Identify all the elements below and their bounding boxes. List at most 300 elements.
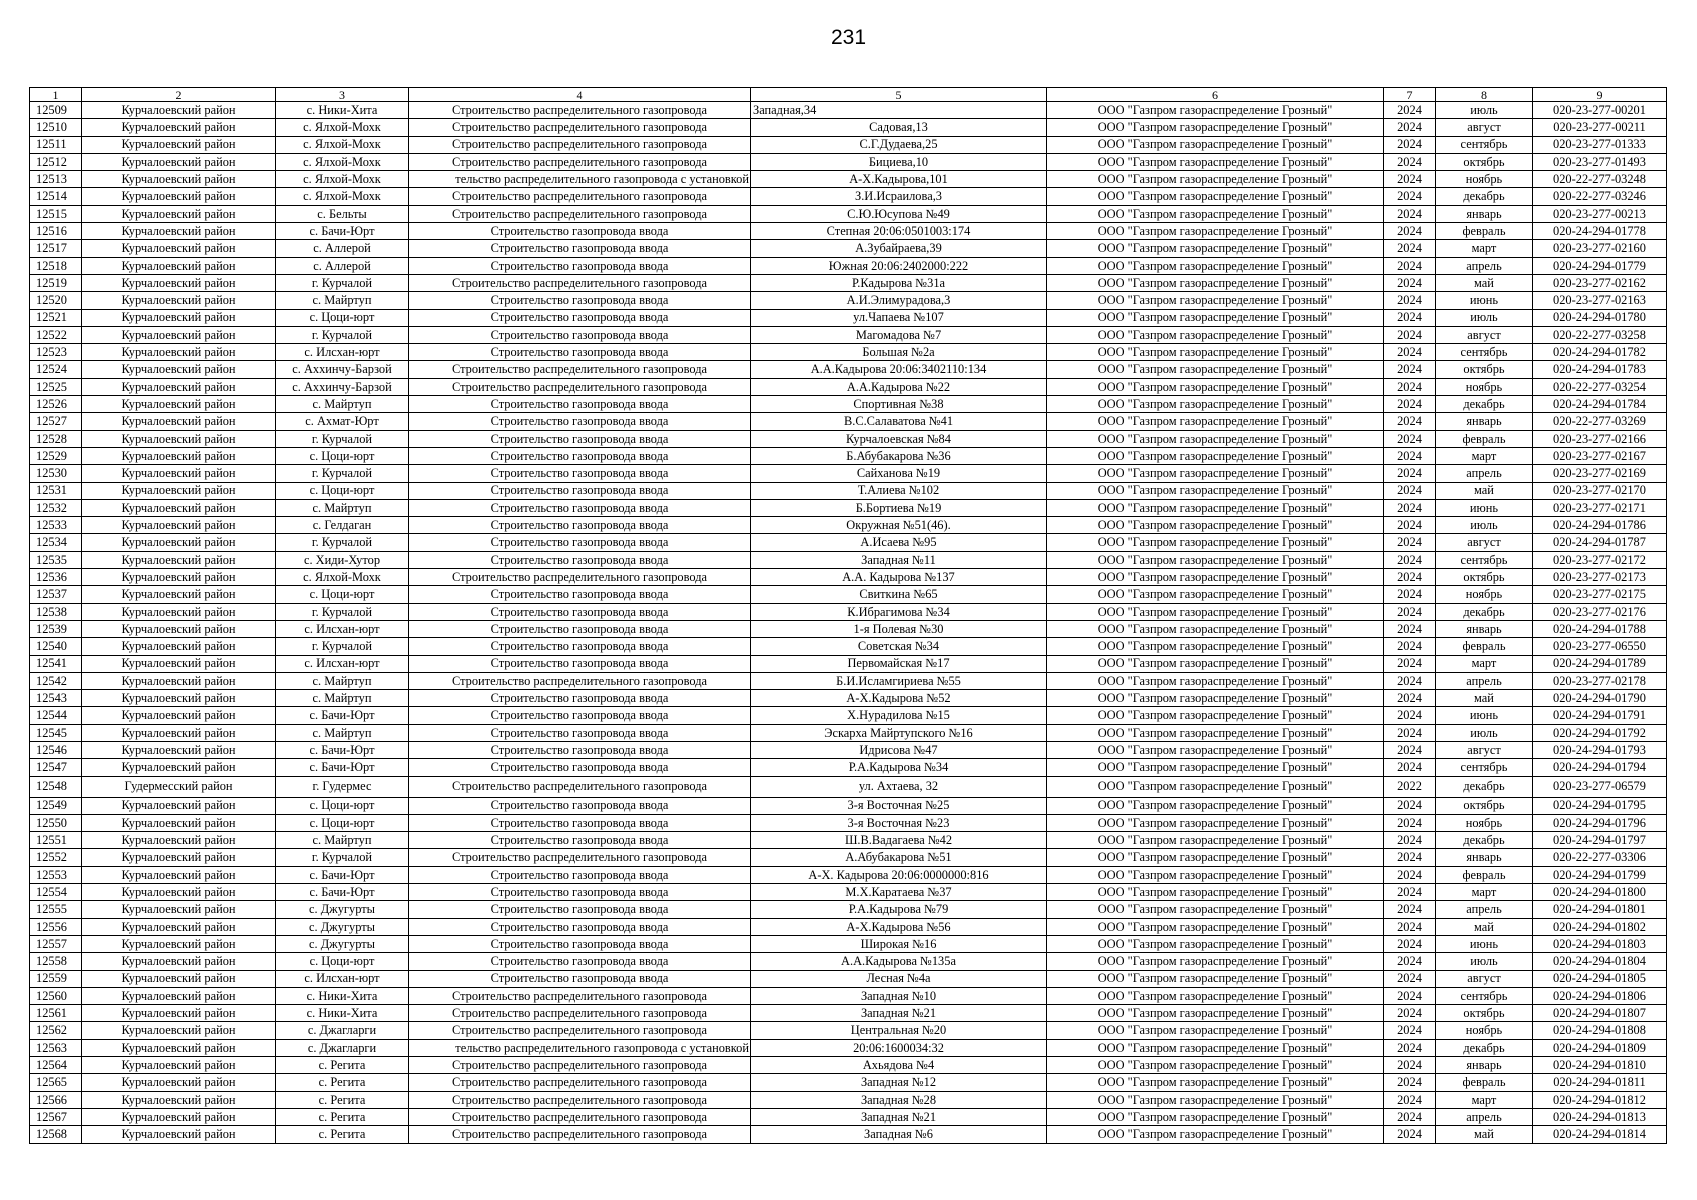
cell-month: июнь <box>1436 707 1533 724</box>
cell-registry-number: 020-22-277-03269 <box>1533 413 1667 430</box>
cell-row-number: 12544 <box>30 707 82 724</box>
cell-registry-number: 020-24-294-01778 <box>1533 223 1667 240</box>
cell-month: февраль <box>1436 1074 1533 1091</box>
cell-row-number: 12557 <box>30 935 82 952</box>
column-number: 3 <box>276 88 409 102</box>
table-row <box>30 1005 1667 1022</box>
cell-month: июль <box>1436 953 1533 970</box>
column-number: 7 <box>1384 88 1436 102</box>
table-row <box>30 970 1667 987</box>
cell-row-number: 12553 <box>30 866 82 883</box>
cell-registry-number: 020-24-294-01811 <box>1533 1074 1667 1091</box>
cell-settlement: с. Бачи-Юрт <box>276 884 409 901</box>
cell-month: июль <box>1436 309 1533 326</box>
cell-month: декабрь <box>1436 1039 1533 1056</box>
table-row <box>30 153 1667 170</box>
cell-work-type: Строительство газопровода ввода <box>409 240 751 257</box>
cell-work-type: Строительство газопровода ввода <box>409 690 751 707</box>
cell-registry-number: 020-24-294-01780 <box>1533 309 1667 326</box>
cell-month: март <box>1436 1091 1533 1108</box>
cell-work-type: Строительство газопровода ввода <box>409 901 751 918</box>
cell-year: 2024 <box>1384 970 1436 987</box>
column-number: 5 <box>751 88 1047 102</box>
cell-address: М.Х.Каратаева №37 <box>751 884 1047 901</box>
cell-work-type: Строительство газопровода ввода <box>409 326 751 343</box>
cell-month: сентябрь <box>1436 344 1533 361</box>
cell-month: октябрь <box>1436 1005 1533 1022</box>
cell-registry-number: 020-24-294-01802 <box>1533 918 1667 935</box>
cell-year: 2024 <box>1384 136 1436 153</box>
column-number: 8 <box>1436 88 1533 102</box>
cell-organization: ООО "Газпром газораспределение Грозный" <box>1047 569 1384 586</box>
cell-work-type: Строительство распределительного газопровода <box>409 569 751 586</box>
cell-row-number: 12519 <box>30 274 82 291</box>
table-row <box>30 901 1667 918</box>
cell-year: 2024 <box>1384 378 1436 395</box>
cell-registry-number: 020-23-277-02173 <box>1533 569 1667 586</box>
cell-row-number: 12559 <box>30 970 82 987</box>
cell-district: Курчалоевский район <box>82 430 276 447</box>
table-row <box>30 953 1667 970</box>
cell-month: декабрь <box>1436 396 1533 413</box>
cell-year: 2024 <box>1384 759 1436 776</box>
cell-address: В.С.Салаватова №41 <box>751 413 1047 430</box>
cell-organization: ООО "Газпром газораспределение Грозный" <box>1047 413 1384 430</box>
column-number: 1 <box>30 88 82 102</box>
cell-work-type: Строительство распределительного газопровода <box>409 1005 751 1022</box>
cell-year: 2024 <box>1384 672 1436 689</box>
cell-address: Б.Бортиева №19 <box>751 499 1047 516</box>
cell-organization: ООО "Газпром газораспределение Грозный" <box>1047 638 1384 655</box>
cell-address: ул.Чапаева №107 <box>751 309 1047 326</box>
cell-organization: ООО "Газпром газораспределение Грозный" <box>1047 171 1384 188</box>
cell-district: Курчалоевский район <box>82 987 276 1004</box>
cell-registry-number: 020-24-294-01803 <box>1533 935 1667 952</box>
table-row <box>30 638 1667 655</box>
cell-address: С.Г.Дудаева,25 <box>751 136 1047 153</box>
cell-year: 2024 <box>1384 707 1436 724</box>
cell-month: январь <box>1436 620 1533 637</box>
cell-address: А.Зубайраева,39 <box>751 240 1047 257</box>
cell-row-number: 12567 <box>30 1108 82 1125</box>
cell-district: Курчалоевский район <box>82 344 276 361</box>
cell-registry-number: 020-24-294-01792 <box>1533 724 1667 741</box>
cell-month: март <box>1436 240 1533 257</box>
cell-year: 2024 <box>1384 396 1436 413</box>
cell-organization: ООО "Газпром газораспределение Грозный" <box>1047 724 1384 741</box>
cell-work-type: Строительство газопровода ввода <box>409 655 751 672</box>
table-row <box>30 569 1667 586</box>
cell-organization: ООО "Газпром газораспределение Грозный" <box>1047 832 1384 849</box>
cell-registry-number: 020-24-294-01805 <box>1533 970 1667 987</box>
cell-work-type: Строительство газопровода ввода <box>409 551 751 568</box>
table-row <box>30 274 1667 291</box>
cell-month: апрель <box>1436 465 1533 482</box>
cell-settlement: с. Ники-Хита <box>276 987 409 1004</box>
cell-registry-number: 020-24-294-01793 <box>1533 741 1667 758</box>
cell-organization: ООО "Газпром газораспределение Грозный" <box>1047 1005 1384 1022</box>
cell-year: 2024 <box>1384 361 1436 378</box>
cell-year: 2024 <box>1384 171 1436 188</box>
table-row <box>30 918 1667 935</box>
table-row <box>30 741 1667 758</box>
cell-year: 2024 <box>1384 690 1436 707</box>
table-row <box>30 447 1667 464</box>
cell-year: 2024 <box>1384 901 1436 918</box>
table-row <box>30 832 1667 849</box>
cell-year: 2024 <box>1384 620 1436 637</box>
cell-district: Курчалоевский район <box>82 849 276 866</box>
cell-settlement: с. Джагларги <box>276 1039 409 1056</box>
cell-organization: ООО "Газпром газораспределение Грозный" <box>1047 970 1384 987</box>
cell-month: сентябрь <box>1436 987 1533 1004</box>
cell-work-type: Строительство газопровода ввода <box>409 499 751 516</box>
cell-address: Р.А.Кадырова №34 <box>751 759 1047 776</box>
cell-district: Курчалоевский район <box>82 1091 276 1108</box>
cell-month: декабрь <box>1436 832 1533 849</box>
cell-district: Курчалоевский район <box>82 586 276 603</box>
cell-work-type: Строительство распределительного газопровода <box>409 119 751 136</box>
cell-year: 2024 <box>1384 814 1436 831</box>
cell-settlement: с. Ники-Хита <box>276 102 409 119</box>
cell-address: 3-я Восточная №25 <box>751 797 1047 814</box>
cell-month: июль <box>1436 724 1533 741</box>
table-row <box>30 776 1667 797</box>
cell-settlement: с. Хиди-Хутор <box>276 551 409 568</box>
cell-settlement: г. Курчалой <box>276 274 409 291</box>
cell-organization: ООО "Газпром газораспределение Грозный" <box>1047 188 1384 205</box>
cell-settlement: с. Джугурты <box>276 935 409 952</box>
cell-work-type: Строительство газопровода ввода <box>409 447 751 464</box>
cell-row-number: 12549 <box>30 797 82 814</box>
cell-row-number: 12563 <box>30 1039 82 1056</box>
cell-district: Курчалоевский район <box>82 603 276 620</box>
cell-district: Курчалоевский район <box>82 1039 276 1056</box>
cell-row-number: 12517 <box>30 240 82 257</box>
cell-organization: ООО "Газпром газораспределение Грозный" <box>1047 257 1384 274</box>
cell-registry-number: 020-23-277-02171 <box>1533 499 1667 516</box>
cell-year: 2024 <box>1384 569 1436 586</box>
table-row <box>30 884 1667 901</box>
cell-row-number: 12516 <box>30 223 82 240</box>
cell-registry-number: 020-23-277-02162 <box>1533 274 1667 291</box>
cell-month: октябрь <box>1436 361 1533 378</box>
cell-district: Курчалоевский район <box>82 1022 276 1039</box>
cell-organization: ООО "Газпром газораспределение Грозный" <box>1047 240 1384 257</box>
cell-year: 2024 <box>1384 1126 1436 1143</box>
cell-row-number: 12513 <box>30 171 82 188</box>
cell-registry-number: 020-24-294-01807 <box>1533 1005 1667 1022</box>
cell-work-type: Строительство газопровода ввода <box>409 638 751 655</box>
cell-registry-number: 020-23-277-02175 <box>1533 586 1667 603</box>
cell-registry-number: 020-24-294-01813 <box>1533 1108 1667 1125</box>
cell-settlement: с. Цоци-юрт <box>276 814 409 831</box>
cell-registry-number: 020-23-277-02170 <box>1533 482 1667 499</box>
cell-month: март <box>1436 884 1533 901</box>
cell-address: Лесная №4а <box>751 970 1047 987</box>
cell-address: 20:06:1600034:32 <box>751 1039 1047 1056</box>
cell-organization: ООО "Газпром газораспределение Грозный" <box>1047 655 1384 672</box>
cell-work-type: Строительство газопровода ввода <box>409 223 751 240</box>
table-row <box>30 119 1667 136</box>
cell-year: 2024 <box>1384 655 1436 672</box>
cell-district: Курчалоевский район <box>82 102 276 119</box>
table-row <box>30 814 1667 831</box>
cell-organization: ООО "Газпром газораспределение Грозный" <box>1047 517 1384 534</box>
table-row <box>30 292 1667 309</box>
cell-organization: ООО "Газпром газораспределение Грозный" <box>1047 499 1384 516</box>
cell-address: С.Ю.Юсупова №49 <box>751 205 1047 222</box>
cell-work-type: Строительство распределительного газопровода <box>409 153 751 170</box>
cell-address: Западная №10 <box>751 987 1047 1004</box>
table-row <box>30 223 1667 240</box>
cell-registry-number: 020-23-277-02172 <box>1533 551 1667 568</box>
cell-district: Курчалоевский район <box>82 274 276 291</box>
cell-settlement: с. Цоци-юрт <box>276 953 409 970</box>
cell-year: 2024 <box>1384 1022 1436 1039</box>
cell-organization: ООО "Газпром газораспределение Грозный" <box>1047 102 1384 119</box>
cell-district: Курчалоевский район <box>82 814 276 831</box>
cell-settlement: с. Бачи-Юрт <box>276 223 409 240</box>
cell-row-number: 12528 <box>30 430 82 447</box>
cell-district: Курчалоевский район <box>82 759 276 776</box>
cell-month: ноябрь <box>1436 1022 1533 1039</box>
cell-district: Курчалоевский район <box>82 741 276 758</box>
table-row <box>30 849 1667 866</box>
cell-address: Р.А.Кадырова №79 <box>751 901 1047 918</box>
cell-row-number: 12556 <box>30 918 82 935</box>
cell-year: 2024 <box>1384 188 1436 205</box>
cell-year: 2024 <box>1384 603 1436 620</box>
cell-row-number: 12542 <box>30 672 82 689</box>
cell-district: Курчалоевский район <box>82 901 276 918</box>
cell-address: 3-я Восточная №23 <box>751 814 1047 831</box>
cell-registry-number: 020-22-277-03258 <box>1533 326 1667 343</box>
cell-settlement: с. Аххинчу-Барзой <box>276 378 409 395</box>
cell-year: 2024 <box>1384 832 1436 849</box>
table-row <box>30 171 1667 188</box>
cell-work-type: Строительство распределительного газопровода <box>409 102 751 119</box>
table-row <box>30 724 1667 741</box>
cell-work-type: тельство распределительного газопровода с установкой <box>409 171 751 188</box>
cell-address: Б.И.Исламгириева №55 <box>751 672 1047 689</box>
cell-organization: ООО "Газпром газораспределение Грозный" <box>1047 849 1384 866</box>
cell-work-type: Строительство газопровода ввода <box>409 292 751 309</box>
cell-registry-number: 020-24-294-01795 <box>1533 797 1667 814</box>
cell-year: 2024 <box>1384 309 1436 326</box>
cell-address: Свиткина №65 <box>751 586 1047 603</box>
table-row <box>30 430 1667 447</box>
table-row <box>30 655 1667 672</box>
cell-row-number: 12546 <box>30 741 82 758</box>
table-row <box>30 326 1667 343</box>
cell-organization: ООО "Газпром газораспределение Грозный" <box>1047 776 1384 797</box>
cell-organization: ООО "Газпром газораспределение Грозный" <box>1047 153 1384 170</box>
cell-settlement: г. Гудермес <box>276 776 409 797</box>
cell-district: Курчалоевский район <box>82 465 276 482</box>
cell-settlement: с. Майртуп <box>276 724 409 741</box>
cell-district: Курчалоевский район <box>82 638 276 655</box>
cell-address: Большая №2а <box>751 344 1047 361</box>
cell-address: Окружная №51(46). <box>751 517 1047 534</box>
cell-work-type: Строительство распределительного газопровода <box>409 1091 751 1108</box>
cell-district: Гудермесский район <box>82 776 276 797</box>
cell-row-number: 12509 <box>30 102 82 119</box>
cell-row-number: 12537 <box>30 586 82 603</box>
table-row <box>30 1108 1667 1125</box>
cell-organization: ООО "Газпром газораспределение Грозный" <box>1047 1074 1384 1091</box>
table-row <box>30 935 1667 952</box>
cell-month: август <box>1436 970 1533 987</box>
cell-organization: ООО "Газпром газораспределение Грозный" <box>1047 741 1384 758</box>
cell-row-number: 12538 <box>30 603 82 620</box>
cell-settlement: с. Илсхан-юрт <box>276 970 409 987</box>
cell-organization: ООО "Газпром газораспределение Грозный" <box>1047 430 1384 447</box>
cell-organization: ООО "Газпром газораспределение Грозный" <box>1047 707 1384 724</box>
cell-registry-number: 020-23-277-02163 <box>1533 292 1667 309</box>
cell-settlement: с. Цоци-юрт <box>276 586 409 603</box>
cell-row-number: 12558 <box>30 953 82 970</box>
cell-address: А.Исаева №95 <box>751 534 1047 551</box>
cell-address: Эскарха Майртупского №16 <box>751 724 1047 741</box>
column-number: 4 <box>409 88 751 102</box>
cell-address: А.А.Кадырова №135а <box>751 953 1047 970</box>
column-number: 2 <box>82 88 276 102</box>
cell-row-number: 12534 <box>30 534 82 551</box>
cell-district: Курчалоевский район <box>82 1005 276 1022</box>
cell-district: Курчалоевский район <box>82 797 276 814</box>
cell-settlement: с. Ялхой-Мохк <box>276 136 409 153</box>
cell-settlement: с. Бачи-Юрт <box>276 741 409 758</box>
cell-district: Курчалоевский район <box>82 499 276 516</box>
cell-settlement: с. Илсхан-юрт <box>276 655 409 672</box>
table-row <box>30 482 1667 499</box>
cell-work-type: Строительство газопровода ввода <box>409 413 751 430</box>
table-row <box>30 759 1667 776</box>
cell-month: ноябрь <box>1436 586 1533 603</box>
cell-district: Курчалоевский район <box>82 136 276 153</box>
cell-year: 2024 <box>1384 866 1436 883</box>
cell-registry-number: 020-23-277-02160 <box>1533 240 1667 257</box>
cell-district: Курчалоевский район <box>82 361 276 378</box>
cell-organization: ООО "Газпром газораспределение Грозный" <box>1047 672 1384 689</box>
cell-registry-number: 020-24-294-01814 <box>1533 1126 1667 1143</box>
cell-district: Курчалоевский район <box>82 413 276 430</box>
cell-address: Х.Нурадилова №15 <box>751 707 1047 724</box>
cell-address: З.И.Исраилова,3 <box>751 188 1047 205</box>
cell-row-number: 12565 <box>30 1074 82 1091</box>
cell-row-number: 12540 <box>30 638 82 655</box>
cell-work-type: Строительство газопровода ввода <box>409 935 751 952</box>
cell-row-number: 12525 <box>30 378 82 395</box>
cell-settlement: г. Курчалой <box>276 849 409 866</box>
cell-address: Южная 20:06:2402000:222 <box>751 257 1047 274</box>
cell-district: Курчалоевский район <box>82 482 276 499</box>
cell-work-type: Строительство распределительного газопровода <box>409 188 751 205</box>
cell-organization: ООО "Газпром газораспределение Грозный" <box>1047 205 1384 222</box>
cell-organization: ООО "Газпром газораспределение Грозный" <box>1047 1108 1384 1125</box>
cell-month: декабрь <box>1436 188 1533 205</box>
cell-organization: ООО "Газпром газораспределение Грозный" <box>1047 292 1384 309</box>
cell-address: Западная №12 <box>751 1074 1047 1091</box>
cell-work-type: Строительство распределительного газопровода <box>409 987 751 1004</box>
cell-district: Курчалоевский район <box>82 953 276 970</box>
cell-year: 2024 <box>1384 884 1436 901</box>
cell-settlement: с. Гелдаган <box>276 517 409 534</box>
cell-registry-number: 020-24-294-01784 <box>1533 396 1667 413</box>
cell-work-type: Строительство газопровода ввода <box>409 724 751 741</box>
cell-work-type: Строительство газопровода ввода <box>409 707 751 724</box>
cell-row-number: 12535 <box>30 551 82 568</box>
cell-work-type: Строительство распределительного газопровода <box>409 274 751 291</box>
cell-year: 2024 <box>1384 326 1436 343</box>
cell-work-type: Строительство газопровода ввода <box>409 517 751 534</box>
cell-settlement: с. Аллерой <box>276 257 409 274</box>
cell-work-type: Строительство газопровода ввода <box>409 534 751 551</box>
cell-settlement: г. Курчалой <box>276 603 409 620</box>
cell-month: январь <box>1436 1057 1533 1074</box>
cell-settlement: с. Илсхан-юрт <box>276 620 409 637</box>
cell-work-type: Строительство распределительного газопровода <box>409 776 751 797</box>
cell-year: 2024 <box>1384 586 1436 603</box>
cell-row-number: 12566 <box>30 1091 82 1108</box>
cell-address: А.А.Кадырова 20:06:3402110:134 <box>751 361 1047 378</box>
cell-registry-number: 020-24-294-01797 <box>1533 832 1667 849</box>
cell-address: Западная №6 <box>751 1126 1047 1143</box>
table-row <box>30 102 1667 119</box>
cell-district: Курчалоевский район <box>82 517 276 534</box>
cell-month: август <box>1436 741 1533 758</box>
cell-month: апрель <box>1436 901 1533 918</box>
cell-registry-number: 020-24-294-01806 <box>1533 987 1667 1004</box>
cell-district: Курчалоевский район <box>82 534 276 551</box>
cell-registry-number: 020-24-294-01796 <box>1533 814 1667 831</box>
cell-work-type: Строительство газопровода ввода <box>409 741 751 758</box>
cell-address: Садовая,13 <box>751 119 1047 136</box>
cell-month: сентябрь <box>1436 759 1533 776</box>
cell-work-type: Строительство газопровода ввода <box>409 814 751 831</box>
cell-settlement: г. Курчалой <box>276 465 409 482</box>
cell-district: Курчалоевский район <box>82 257 276 274</box>
cell-district: Курчалоевский район <box>82 707 276 724</box>
cell-work-type: Строительство распределительного газопровода <box>409 361 751 378</box>
cell-organization: ООО "Газпром газораспределение Грозный" <box>1047 759 1384 776</box>
cell-row-number: 12552 <box>30 849 82 866</box>
cell-address: А.А.Кадырова №22 <box>751 378 1047 395</box>
cell-district: Курчалоевский район <box>82 866 276 883</box>
cell-address: Степная 20:06:0501003:174 <box>751 223 1047 240</box>
cell-registry-number: 020-24-294-01787 <box>1533 534 1667 551</box>
cell-work-type: Строительство газопровода ввода <box>409 832 751 849</box>
table-row <box>30 620 1667 637</box>
cell-year: 2024 <box>1384 205 1436 222</box>
table-row <box>30 499 1667 516</box>
cell-work-type: Строительство газопровода ввода <box>409 866 751 883</box>
cell-settlement: с. Ники-Хита <box>276 1005 409 1022</box>
cell-year: 2024 <box>1384 1005 1436 1022</box>
cell-work-type: Строительство газопровода ввода <box>409 430 751 447</box>
cell-month: ноябрь <box>1436 171 1533 188</box>
cell-district: Курчалоевский район <box>82 690 276 707</box>
cell-settlement: с. Цоци-юрт <box>276 797 409 814</box>
cell-district: Курчалоевский район <box>82 396 276 413</box>
cell-row-number: 12555 <box>30 901 82 918</box>
cell-organization: ООО "Газпром газораспределение Грозный" <box>1047 1039 1384 1056</box>
table-row <box>30 361 1667 378</box>
cell-address: Широкая №16 <box>751 935 1047 952</box>
cell-settlement: с. Ахмат-Юрт <box>276 413 409 430</box>
cell-organization: ООО "Газпром газораспределение Грозный" <box>1047 274 1384 291</box>
